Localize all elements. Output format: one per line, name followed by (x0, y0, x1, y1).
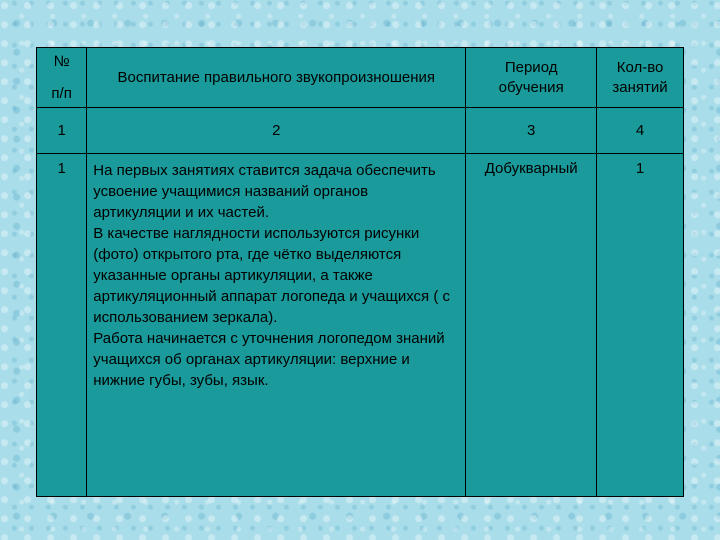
table-row (37, 154, 684, 497)
header-period-cell: Период обучения (466, 48, 597, 108)
table-header-row (37, 48, 684, 108)
header-topic-cell: Воспитание правильного звукопроизношения (87, 48, 466, 108)
column-number-3: 3 (466, 108, 597, 154)
row-period: Добукварный (466, 154, 597, 497)
header-count-cell: Кол-во занятий (597, 48, 684, 108)
column-number-2: 2 (87, 108, 466, 154)
description-paragraph: Работа начинается с уточнения логопедом знаний учащихся об органах артикуляции: верхние и нижние губы, зубы, язык. (93, 330, 445, 389)
row-number: 1 (37, 154, 87, 497)
column-number-1: 1 (37, 108, 87, 154)
header-number-cell (37, 48, 87, 108)
description-paragraph: В качестве наглядности используются рисунки (фото) открытого рта, где чётко выделяются указанные органы артикуляции, а также артикуляционный аппарат логопеда и учащихся ( с использованием зеркала). (93, 225, 451, 326)
header-number-abbrev: п/п (51, 84, 72, 102)
header-number-symbol: № (53, 52, 70, 70)
lesson-plan-table (36, 47, 684, 497)
column-number-row (37, 108, 684, 154)
row-count: 1 (597, 154, 684, 497)
column-number-4: 4 (597, 108, 684, 154)
description-paragraph: На первых занятиях ставится задача обеспечить усвоение учащимися названий органов артикуляции и их частей. (93, 162, 436, 221)
row-description (87, 154, 466, 497)
